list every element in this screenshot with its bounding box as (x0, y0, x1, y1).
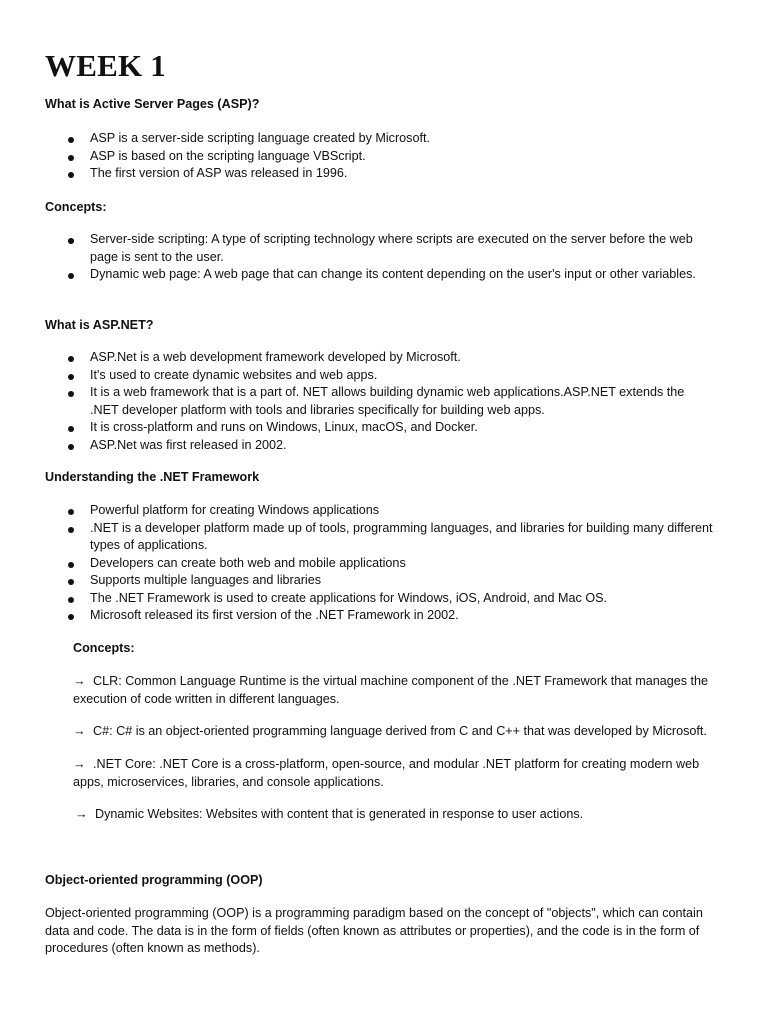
arrow-icon: → (73, 674, 86, 688)
bullet-icon (68, 527, 74, 533)
list-item: It's used to create dynamic websites and web apps. (45, 367, 716, 385)
list-item: It is cross-platform and runs on Windows, Linux, macOS, and Docker. (45, 419, 716, 437)
arrow-icon: → (73, 724, 86, 738)
concepts-heading: Concepts: (45, 200, 107, 214)
asp-heading: What is Active Server Pages (ASP)? (45, 97, 260, 111)
asp-list (45, 130, 716, 183)
arrow-item: → .NET Core: .NET Core is a cross-platform, open-source, and modular .NET platform for creating modern web apps, microservices, libraries, and console applications. (73, 757, 700, 789)
list-item: The .NET Framework is used to create applications for Windows, iOS, Android, and Mac OS. (45, 590, 716, 608)
list-item: ASP is based on the scripting language VBScript. (45, 148, 716, 166)
bullet-icon (68, 614, 74, 620)
bullet-icon (68, 509, 74, 515)
arrow-icon: → (75, 807, 88, 821)
arrow-item: → Dynamic Websites: Websites with content that is generated in response to user actions. (75, 806, 716, 824)
list-item: Powerful platform for creating Windows applications (45, 502, 716, 520)
list-item: ASP.Net is a web development framework developed by Microsoft. (45, 349, 716, 367)
list-item: Microsoft released its first version of the .NET Framework in 2002. (45, 607, 716, 625)
bullet-icon (68, 172, 74, 178)
list-item: ASP is a server-side scripting language created by Microsoft. (45, 130, 716, 148)
list-item: It is a web framework that is a part of. NET allows building dynamic web applications.ASP.NET extends the .NET developer platform with tools and libraries specifically for building web apps. (45, 384, 716, 419)
arrow-item: → CLR: Common Language Runtime is the virtual machine component of the .NET Framework that manages the execution of code written in different languages. (73, 674, 709, 706)
bullet-icon (68, 238, 74, 244)
bullet-icon (68, 374, 74, 380)
arrow-item: → C#: C# is an object-oriented programming language derived from C and C++ that was developed by Microsoft. (73, 723, 716, 741)
list-item: Dynamic web page: A web page that can change its content depending on the user's input or other variables. (45, 266, 716, 284)
list-item: .NET is a developer platform made up of tools, programming languages, and libraries for building many different types of applications. (45, 520, 716, 555)
aspnet-heading: What is ASP.NET? (45, 318, 154, 332)
dotnet-heading: Understanding the .NET Framework (45, 470, 260, 484)
bullet-icon (68, 579, 74, 585)
oop-heading: Object-oriented programming (OOP) (45, 873, 263, 887)
dotnet-list (45, 502, 716, 625)
list-item: Server-side scripting: A type of scripting technology where scripts are executed on the server before the web page is sent to the user. (45, 231, 716, 266)
bullet-icon (68, 562, 74, 568)
arrow-icon: → (73, 757, 86, 771)
bullet-icon (68, 391, 74, 397)
bullet-icon (68, 137, 74, 143)
bullet-icon (68, 356, 74, 362)
concepts-list (45, 231, 716, 284)
bullet-icon (68, 444, 74, 450)
list-item: ASP.Net was first released in 2002. (45, 437, 716, 455)
aspnet-list (45, 349, 716, 454)
bullet-icon (68, 273, 74, 279)
list-item: The first version of ASP was released in 1996. (45, 165, 716, 183)
bullet-icon (68, 597, 74, 603)
bullet-icon (68, 155, 74, 161)
bullet-icon (68, 426, 74, 432)
oop-paragraph: Object-oriented programming (OOP) is a programming paradigm based on the concept of "objects", which can contain data and code. The data is in the form of fields (often known as attributes or properties), and the code is in the form of procedures (often known as methods). (45, 906, 703, 955)
concepts-heading-2: Concepts: (73, 641, 135, 655)
list-item: Developers can create both web and mobile applications (45, 555, 716, 573)
page-title: WEEK 1 (45, 48, 166, 83)
list-item: Supports multiple languages and libraries (45, 572, 716, 590)
